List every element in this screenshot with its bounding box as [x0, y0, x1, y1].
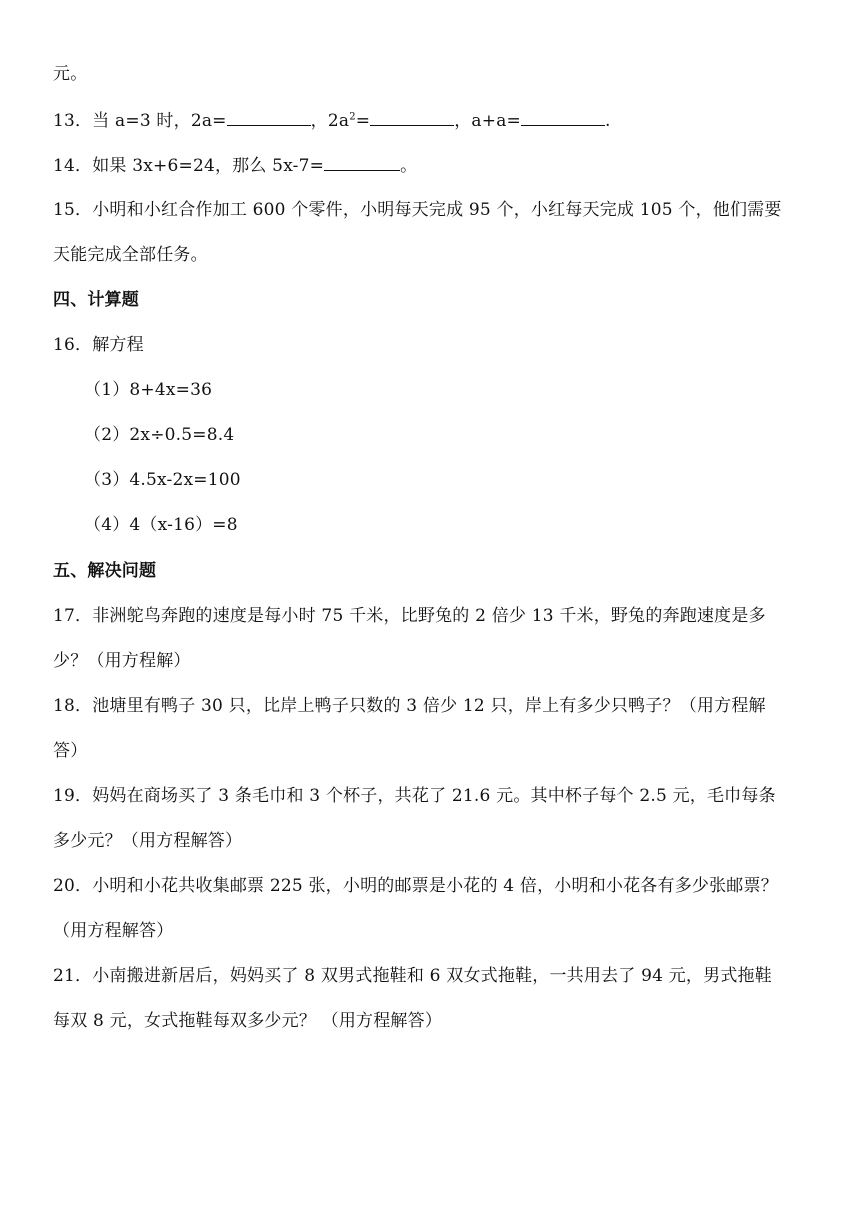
- question-20-line-2: （用方程解答）: [53, 921, 174, 941]
- question-14: [53, 154, 417, 177]
- question-18-line-1: 18．池塘里有鸭子 30 只，比岸上鸭子只数的 3 倍少 12 只，岸上有多少只鸭子？（用方程解: [53, 696, 766, 716]
- question-21-line-1: 21．小南搬进新居后，妈妈买了 8 双男式拖鞋和 6 双女式拖鞋，一共用去了 94 元，男式拖鞋: [53, 966, 772, 986]
- question-20-line-1: 20．小明和小花共收集邮票 225 张，小明的邮票是小花的 4 倍，小明和小花各有多少张邮票？: [53, 876, 778, 896]
- q13-suffix: .: [604, 111, 611, 131]
- q13-exponent: 2: [349, 111, 356, 123]
- continued-line: 元。: [53, 64, 88, 84]
- section-heading-problems: 五、解决问题: [53, 561, 157, 581]
- question-16-part-1: （1）8+4x=36: [84, 380, 213, 400]
- question-17-line-1: 17．非洲鸵鸟奔跑的速度是每小时 75 千米，比野兔的 2 倍少 13 千米，野兔的奔跑速度是多: [53, 606, 766, 626]
- answer-blank-2[interactable]: [370, 109, 454, 126]
- question-16-part-4: （4）4（x-16）=8: [84, 515, 238, 535]
- question-16-part-3: （3）4.5x-2x=100: [84, 470, 241, 490]
- question-16: 16．解方程: [53, 335, 144, 355]
- question-19-line-1: 19．妈妈在商场买了 3 条毛巾和 3 个杯子，共花了 21.6 元。其中杯子每个 2.5 元，毛巾每条: [53, 786, 776, 806]
- question-15-line-2: 天能完成全部任务。: [53, 245, 208, 265]
- answer-blank-3[interactable]: [521, 109, 605, 126]
- question-13: [53, 109, 611, 132]
- question-16-part-2: （2）2x÷0.5=8.4: [84, 425, 235, 445]
- q13-prefix: 13．当 a=3 时，2a=: [53, 111, 227, 131]
- q14-prefix: 14．如果 3x+6=24，那么 5x-7=: [53, 156, 325, 176]
- question-21-line-2: 每双 8 元，女式拖鞋每双多少元？ （用方程解答）: [53, 1011, 443, 1031]
- question-17-line-2: 少？（用方程解）: [53, 651, 191, 671]
- question-15-line-1: 15．小明和小红合作加工 600 个零件，小明每天完成 95 个，小红每天完成 105 个，他们需要: [53, 200, 782, 220]
- answer-blank-1[interactable]: [227, 109, 311, 126]
- q13-mid1: ，2a: [310, 111, 350, 131]
- q13-mid2: =: [355, 111, 371, 131]
- q13-mid3: ，a+a=: [454, 111, 521, 131]
- q14-suffix: 。: [400, 156, 418, 176]
- question-19-line-2: 多少元？（用方程解答）: [53, 831, 243, 851]
- question-18-line-2: 答）: [53, 741, 88, 761]
- answer-blank-4[interactable]: [324, 154, 400, 171]
- section-heading-calculation: 四、计算题: [53, 290, 139, 310]
